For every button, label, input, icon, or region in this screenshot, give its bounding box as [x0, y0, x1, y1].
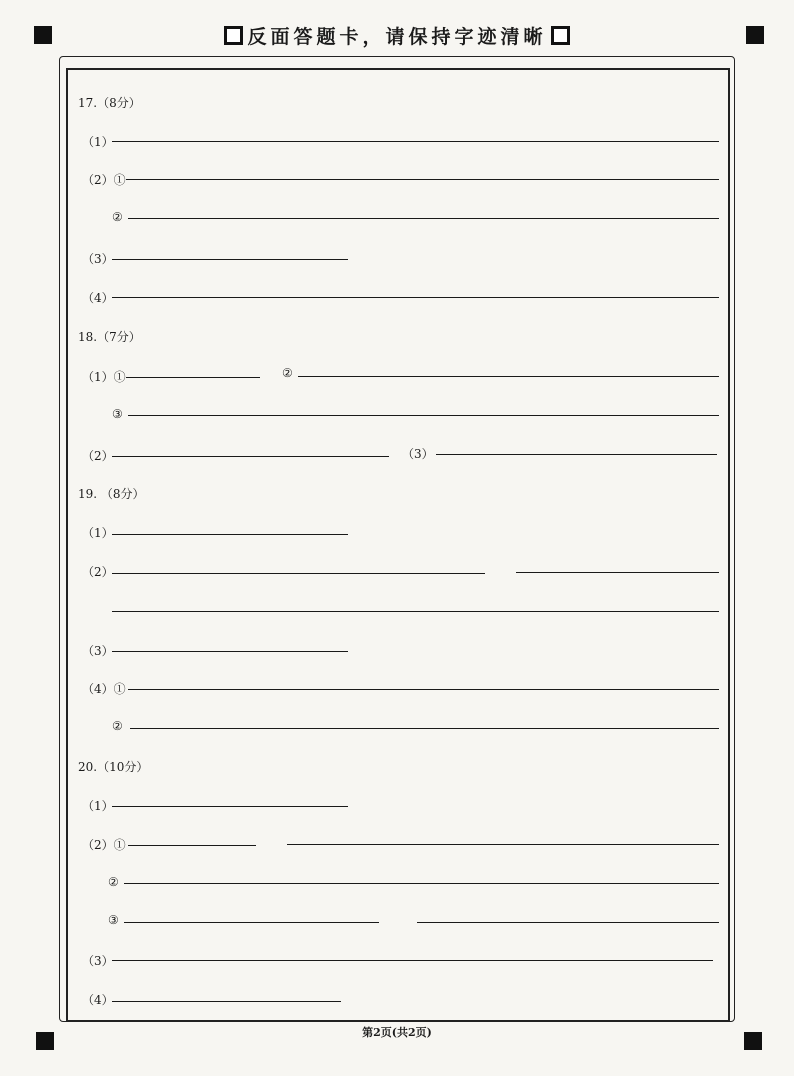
q17-part1-answer-line[interactable]	[112, 141, 719, 142]
q19-part4-label: （4）①	[82, 682, 126, 696]
q18-title: 18.（7分）	[78, 330, 141, 344]
q18-part2-answer-line[interactable]	[112, 456, 389, 457]
q20-part2-sub3-label: ③	[108, 913, 119, 927]
q20-part1-answer-line[interactable]	[112, 806, 348, 807]
q20-title: 20.（10分）	[78, 760, 149, 774]
answer-frame-inner	[66, 68, 730, 1022]
q20-part4-answer-line[interactable]	[112, 1001, 341, 1002]
q18-part3-label: （3）	[402, 447, 434, 461]
q19-part2-label: （2）	[82, 565, 114, 579]
header-square-icon-right	[551, 26, 570, 45]
q20-part2-1-answer-line-b[interactable]	[287, 844, 719, 845]
q18-part1-label: （1）①	[82, 370, 126, 384]
q17-part3-answer-line[interactable]	[112, 259, 348, 260]
q19-part4-sub2-label: ②	[112, 719, 123, 733]
q19-part2-answer-line-a[interactable]	[112, 573, 485, 574]
q18-part3-answer-line[interactable]	[436, 454, 717, 455]
q20-part2-label: （2）①	[82, 838, 126, 852]
header-square-icon-left	[224, 26, 243, 45]
q17-part3-label: （3）	[82, 252, 114, 266]
q17-part2-2-answer-line[interactable]	[128, 218, 719, 219]
q20-part3-label: （3）	[82, 954, 114, 968]
page-number: 第2页(共2页)	[362, 1026, 432, 1039]
q19-title: 19. （8分）	[78, 487, 145, 501]
q20-part2-1-answer-line-a[interactable]	[128, 845, 256, 846]
q18-part1-sub3-label: ③	[112, 407, 123, 421]
q19-part3-answer-line[interactable]	[112, 651, 348, 652]
q20-part3-answer-line[interactable]	[112, 960, 713, 961]
q17-part4-answer-line[interactable]	[112, 297, 719, 298]
page-header	[0, 22, 794, 49]
q20-part4-label: （4）	[82, 993, 114, 1007]
q19-part3-label: （3）	[82, 644, 114, 658]
header-title: 反面答题卡，请保持字迹清晰	[247, 26, 547, 48]
q19-part1-label: （1）	[82, 526, 114, 540]
q17-part1-label: （1）	[82, 135, 114, 149]
q18-part1-2-answer-line[interactable]	[298, 376, 719, 377]
q17-part2-label: （2）①	[82, 173, 126, 187]
q19-part4-1-answer-line[interactable]	[128, 689, 719, 690]
q19-part4-2-answer-line[interactable]	[130, 728, 719, 729]
q19-part1-answer-line[interactable]	[112, 534, 348, 535]
q17-title: 17.（8分）	[78, 96, 141, 110]
q20-part2-3-answer-line-a[interactable]	[124, 922, 379, 923]
q17-part2-1-answer-line[interactable]	[126, 179, 719, 180]
q19-part2-answer-line-c[interactable]	[112, 611, 719, 612]
q20-part2-sub2-label: ②	[108, 875, 119, 889]
q19-part2-answer-line-b[interactable]	[516, 572, 719, 573]
q17-part4-label: （4）	[82, 291, 114, 305]
q20-part2-3-answer-line-b[interactable]	[417, 922, 719, 923]
q18-part1-3-answer-line[interactable]	[128, 415, 719, 416]
q18-part1-sub2-label: ②	[282, 366, 293, 380]
q17-part2-sub2-label: ②	[112, 210, 123, 224]
q20-part2-2-answer-line[interactable]	[124, 883, 719, 884]
q18-part1-1-answer-line[interactable]	[126, 377, 260, 378]
q18-part2-label: （2）	[82, 449, 114, 463]
q20-part1-label: （1）	[82, 799, 114, 813]
